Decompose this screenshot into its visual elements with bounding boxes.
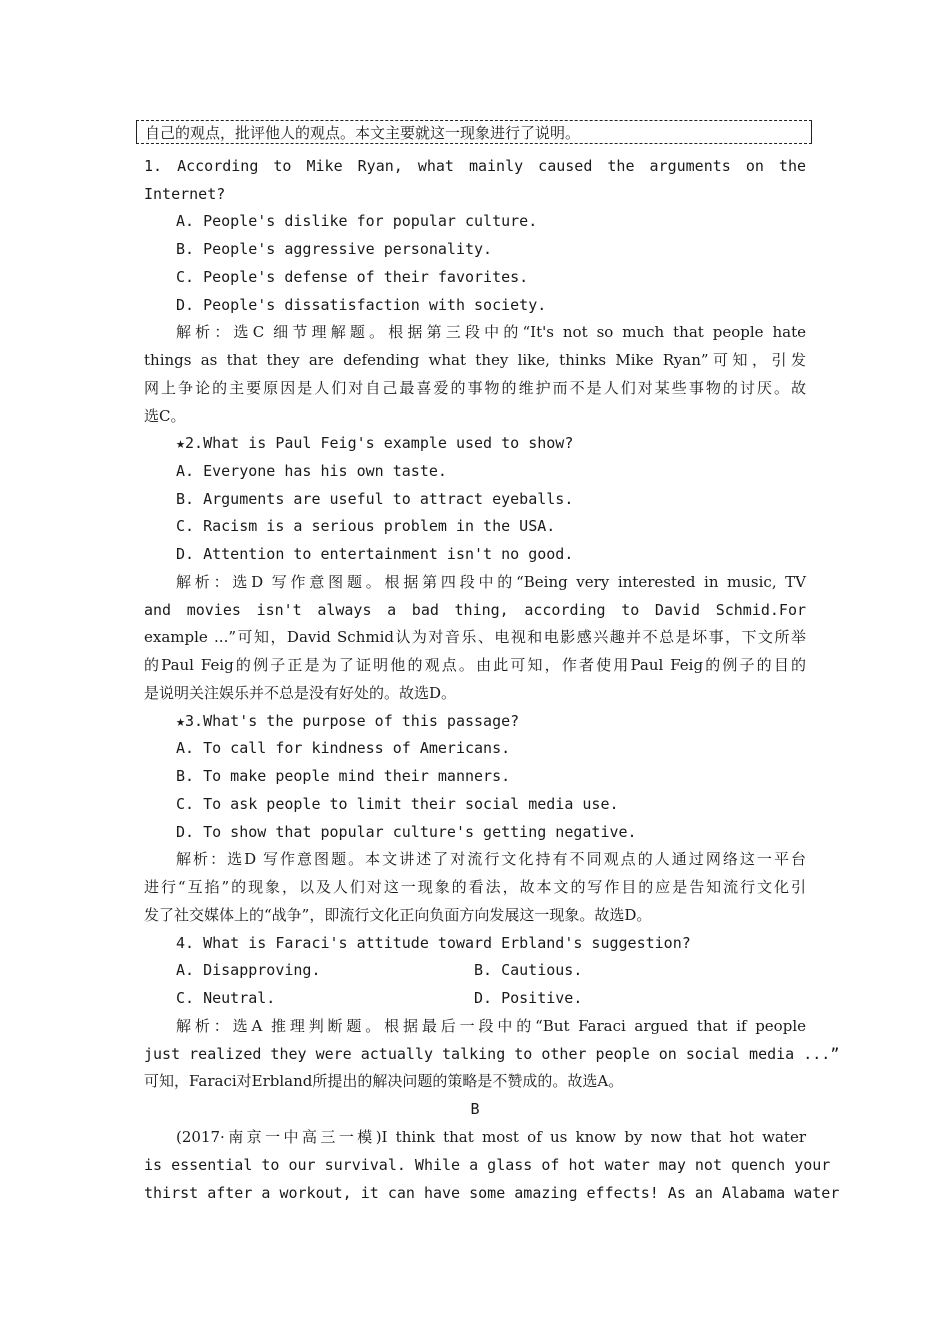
q2-stem: ★2.What is Paul Feig's example used to show?: [176, 434, 574, 452]
q3-option-b: B. To make people mind their manners.: [176, 767, 511, 785]
q4-option-a: A. Disapproving.: [176, 961, 321, 979]
q2-analysis-line3: example ...”可知，David Schmid认为对音乐、电视和电影感兴趣并不总是坏事，下文所举: [144, 628, 806, 646]
q3-stem: ★3.What's the purpose of this passage?: [176, 712, 520, 730]
q2-analysis-line5: 是说明关注娱乐并不总是没有好处的。故选D。: [144, 684, 457, 702]
q4-analysis-line3: 可知，Faraci对Erbland所提出的解决问题的策略是不赞成的。故选A。: [144, 1072, 624, 1090]
q4-option-d: D. Positive.: [474, 989, 583, 1007]
q2-analysis-line1: 解析：选D 写作意图题。根据第四段中的“Being very interested in music, TV: [176, 573, 806, 591]
summary-text: 自己的观点，批评他人的观点。本文主要就这一现象进行了说明。: [145, 124, 581, 142]
summary-box: [136, 120, 812, 144]
q4-analysis-line1: 解析：选A 推理判断题。根据最后一段中的“But Faraci argued that if people: [176, 1017, 806, 1035]
q3-option-a: A. To call for kindness of Americans.: [176, 739, 511, 757]
q1-stem-line1: 1. According to Mike Ryan, what mainly caused the arguments on the: [144, 157, 806, 175]
q4-stem: 4. What is Faraci's attitude toward Erbland's suggestion?: [176, 934, 691, 952]
q3-analysis-line3: 发了社交媒体上的“战争”，即流行文化正向负面方向发展这一现象。故选D。: [144, 906, 652, 924]
q1-stem-line2: Internet?: [144, 185, 226, 203]
q2-option-a: A. Everyone has his own taste.: [176, 462, 447, 480]
q3-option-d: D. To show that popular culture's getting negative.: [176, 823, 637, 841]
q3-option-c: C. To ask people to limit their social media use.: [176, 795, 619, 813]
q2-option-c: C. Racism is a serious problem in the USA.: [176, 517, 556, 535]
q1-analysis-line1: 解析：选C 细节理解题。根据第三段中的“It's not so much that people hate: [176, 323, 806, 341]
q2-option-b: B. Arguments are useful to attract eyeballs.: [176, 490, 574, 508]
passage-b-line1: (2017·南京一中高三一模)I think that most of us know by now that hot water: [176, 1128, 806, 1146]
q4-option-b: B. Cautious.: [474, 961, 583, 979]
q1-option-b: B. People's aggressive personality.: [176, 240, 493, 258]
q1-option-c: C. People's defense of their favorites.: [176, 268, 529, 286]
q3-analysis-line1: 解析：选D 写作意图题。本文讲述了对流行文化持有不同观点的人通过网络这一平台: [176, 850, 806, 868]
q1-option-d: D. People's dissatisfaction with society.: [176, 296, 547, 314]
passage-b-line2: is essential to our survival. While a glass of hot water may not quench your: [144, 1156, 831, 1174]
q2-analysis-line2: and movies isn't always a bad thing, according to David Schmid.For: [144, 601, 806, 619]
q2-analysis-line4: 的Paul Feig的例子正是为了证明他的观点。由此可知，作者使用Paul Feig的例子的目的: [144, 656, 806, 674]
q4-analysis-line2: just realized they were actually talking to other people on social media ...”: [144, 1045, 840, 1063]
section-b-heading: B: [470, 1100, 480, 1118]
q4-option-c: C. Neutral.: [176, 989, 276, 1007]
q3-analysis-line2: 进行“互掐”的现象，以及人们对这一现象的看法，故本文的写作目的应是告知流行文化引: [144, 878, 806, 896]
q1-analysis-line2: things as that they are defending what they like, thinks Mike Ryan”可知，引发: [144, 351, 806, 369]
q1-analysis-line4: 选C。: [144, 407, 186, 425]
passage-b-line3: thirst after a workout, it can have some amazing effects! As an Alabama water: [144, 1184, 840, 1202]
q1-option-a: A. People's dislike for popular culture.: [176, 212, 538, 230]
q2-option-d: D. Attention to entertainment isn't no good.: [176, 545, 574, 563]
q1-analysis-line3: 网上争论的主要原因是人们对自己最喜爱的事物的维护而不是人们对某些事物的讨厌。故: [144, 379, 806, 397]
